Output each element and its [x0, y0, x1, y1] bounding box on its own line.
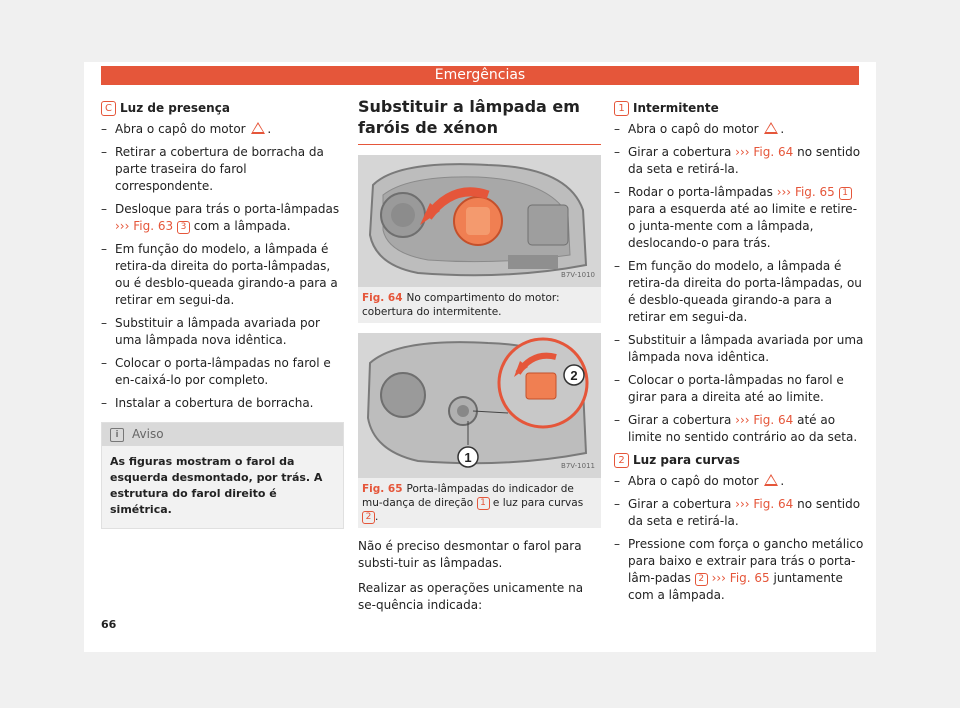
section-badge: C: [101, 101, 116, 116]
section-heading-cornering-light: 2 Luz para curvas: [614, 452, 864, 469]
warning-icon: [764, 474, 778, 486]
warning-icon: [764, 122, 778, 134]
figure-link[interactable]: ››› Fig. 63: [115, 219, 174, 233]
warning-icon: [251, 122, 265, 134]
figure-64-caption: Fig. 64 No compartimento do motor: cobertura do intermitente.: [358, 287, 601, 323]
figure-code: B7V-1010: [561, 271, 595, 279]
list-item: – Colocar o porta-lâmpadas no farol e en-caixá-lo por completo.: [101, 355, 346, 389]
figure-link[interactable]: ››› Fig. 65: [776, 185, 835, 199]
note-header: i Aviso: [102, 423, 343, 446]
item-badge: 3: [177, 221, 190, 234]
section-badge: 2: [614, 453, 629, 468]
list-item: – Em função do modelo, a lâmpada é retira-da direita do porta-lâmpadas, ou é desblo-queada girando-a para a retirar em segui-da.: [101, 241, 346, 309]
item-badge: 2: [695, 573, 708, 586]
steps-list: [101, 121, 346, 412]
item-badge: 1: [839, 187, 852, 200]
callout-1: 1: [464, 450, 472, 465]
info-icon: i: [110, 428, 124, 442]
figure-link[interactable]: ››› Fig. 65: [711, 571, 770, 585]
list-item: – Retirar a cobertura de borracha da parte traseira do farol correspondente.: [101, 144, 346, 195]
section-title-xenon: Substituir a lâmpada em faróis de xénon: [358, 96, 601, 145]
note-body: As figuras mostram o farol da esquerda desmontado, por trás. A estrutura do farol direito é simétrica.: [110, 455, 323, 516]
note-box: [101, 422, 344, 529]
list-item: – Em função do modelo, a lâmpada é retira-da direita do porta-lâmpadas, ou é desblo-queada girando-a para a retirar em segui-da.: [614, 258, 864, 326]
paragraph: Não é preciso desmontar o farol para substi-tuir as lâmpadas.: [358, 539, 582, 570]
list-item: – Pressione com força o gancho metálico para baixo e extrair para trás o porta-lâm-padas 2 ››› Fig. 65 juntamente com a lâmpada.: [614, 536, 864, 604]
list-item: – Rodar o porta-lâmpadas ››› Fig. 65 1 para a esquerda até ao limite e retire-o junta-mente com a lâmpada, deslocando-o para trás.: [614, 184, 864, 252]
list-item: – Abra o capô do motor .: [101, 121, 346, 138]
list-item: – Substituir a lâmpada avariada por uma lâmpada nova idêntica.: [101, 315, 346, 349]
chapter-header: Emergências: [101, 66, 859, 85]
column-2: [358, 96, 601, 614]
list-item: – Instalar a cobertura de borracha.: [101, 395, 346, 412]
callout-2: 2: [570, 368, 578, 383]
page-number: 66: [101, 618, 117, 631]
figure-link[interactable]: ››› Fig. 64: [735, 497, 794, 511]
section-badge: 1: [614, 101, 629, 116]
list-item: – Abra o capô do motor .: [614, 473, 864, 490]
figure-65-caption: Fig. 65 Porta-lâmpadas do indicador de mu-dança de direção 1 e luz para curvas 2 .: [358, 478, 601, 528]
steps-list: [614, 121, 864, 446]
list-item: – Girar a cobertura ››› Fig. 64 no sentido da seta e retirá-la.: [614, 496, 864, 530]
figure-code: B7V-1011: [561, 462, 595, 470]
figure-link[interactable]: ››› Fig. 64: [735, 145, 794, 159]
list-item: – Substituir a lâmpada avariada por uma lâmpada nova idêntica.: [614, 332, 864, 366]
column-3: [614, 96, 864, 610]
list-item: – Colocar o porta-lâmpadas no farol e girar para a direita até ao limite.: [614, 372, 864, 406]
list-item: – Desloque para trás o porta-lâmpadas ››› Fig. 63 3 com a lâmpada.: [101, 201, 346, 235]
item-badge: 2: [362, 511, 375, 524]
section-heading-parking-light: C Luz de presença: [101, 100, 346, 117]
figure-link[interactable]: ››› Fig. 64: [735, 413, 794, 427]
list-item: – Girar a cobertura ››› Fig. 64 no sentido da seta e retirá-la.: [614, 144, 864, 178]
item-badge: 1: [477, 497, 490, 510]
figure-65-image: [358, 333, 601, 478]
figure-64-image: [358, 155, 601, 287]
section-heading-indicator: 1 Intermitente: [614, 100, 864, 117]
paragraph: Realizar as operações unicamente na se-quência indicada:: [358, 581, 584, 612]
list-item: – Girar a cobertura ››› Fig. 64 até ao limite no sentido contrário ao da seta.: [614, 412, 864, 446]
list-item: – Abra o capô do motor .: [614, 121, 864, 138]
steps-list: [614, 473, 864, 604]
column-1: [101, 96, 346, 529]
